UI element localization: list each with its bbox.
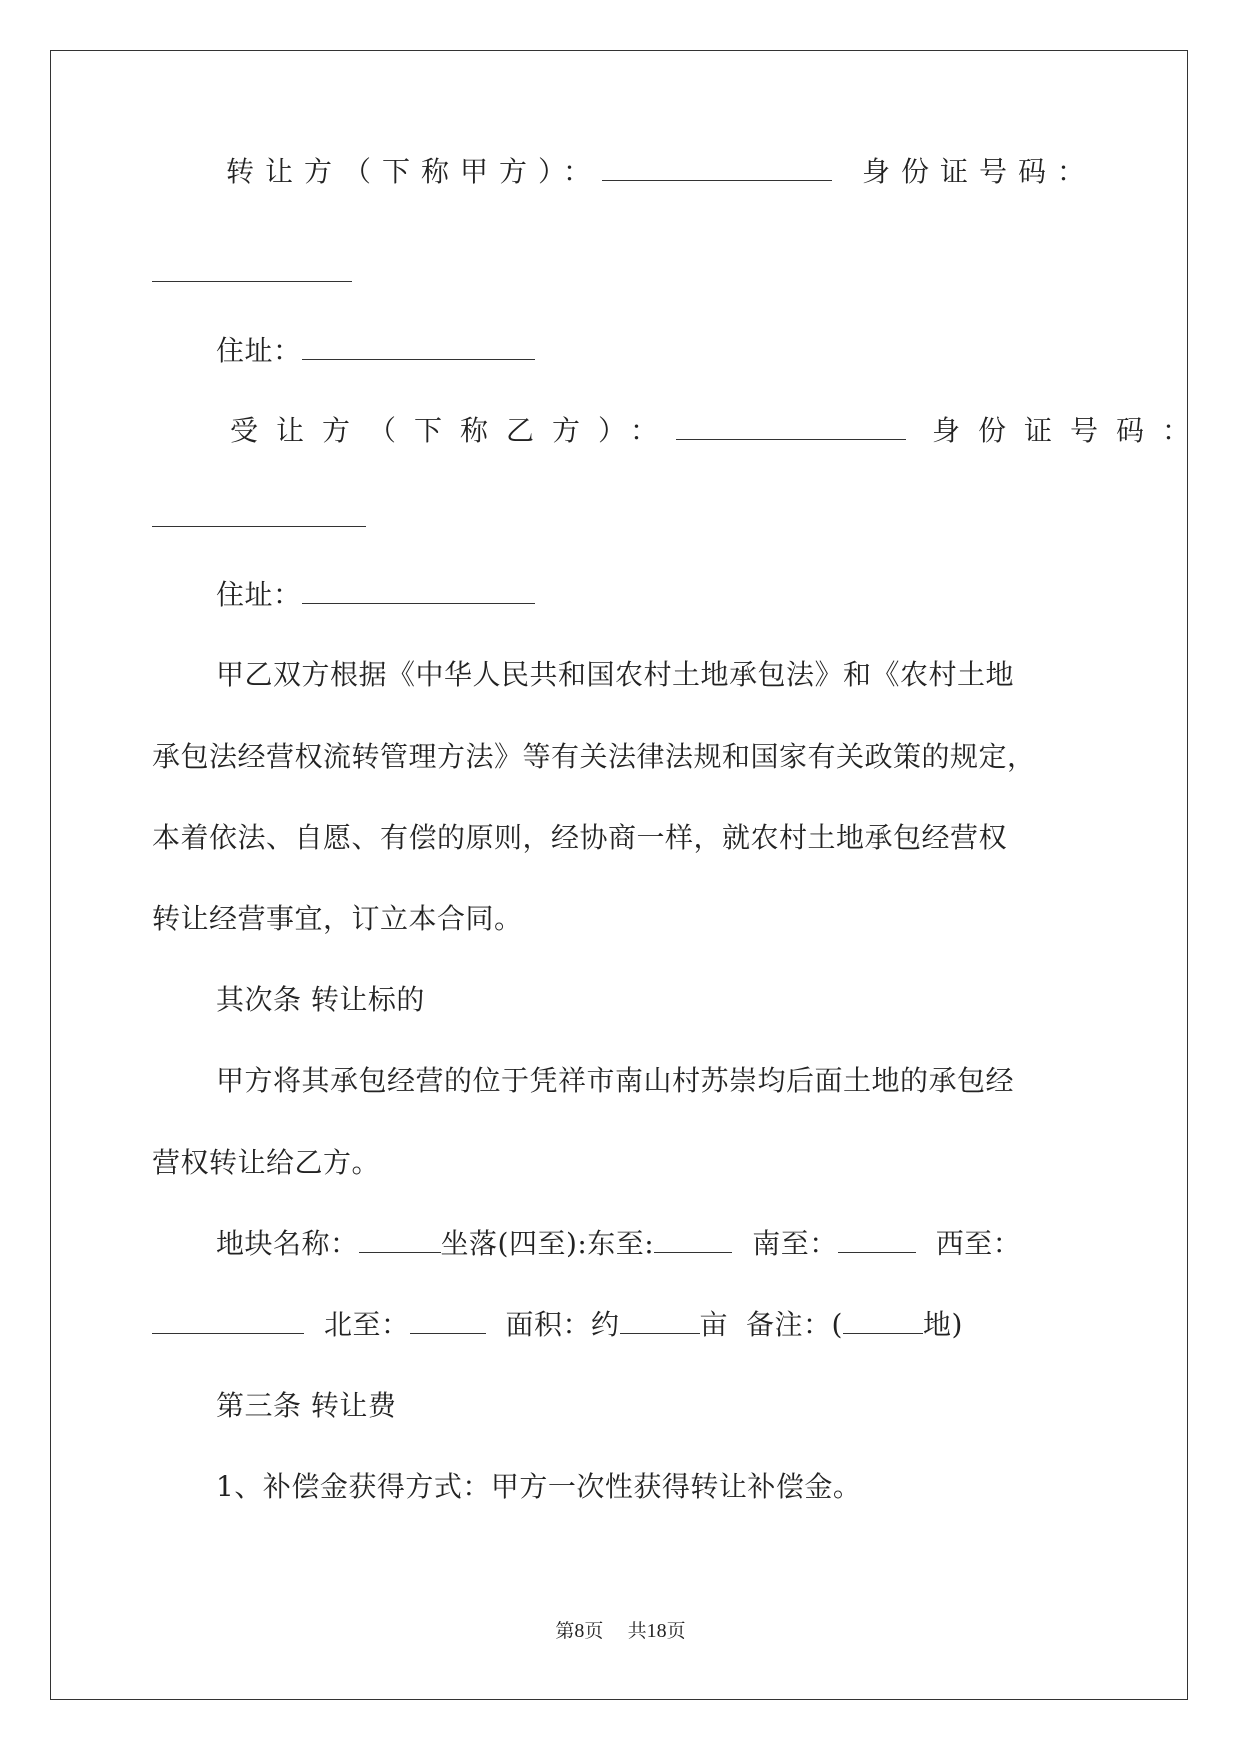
party-b-label: 受让方（下称乙方）： bbox=[230, 414, 677, 447]
location-label: 坐落(四至):东至: bbox=[440, 1227, 655, 1260]
party-a-address-line bbox=[216, 334, 535, 368]
area-blank[interactable] bbox=[620, 1309, 700, 1334]
article2-text-line-2: 营权转让给乙方。 bbox=[152, 1146, 381, 1179]
party-a-name-blank[interactable] bbox=[602, 156, 832, 181]
east-blank[interactable] bbox=[654, 1228, 732, 1253]
page-border bbox=[50, 50, 1188, 1700]
preamble-line-3: 本着依法、自愿、有偿的原则，经协商一样，就农村土地承包经营权 bbox=[152, 821, 1008, 854]
page-total: 18 bbox=[646, 1620, 667, 1642]
party-b-id-label: 身份证号码： bbox=[932, 414, 1209, 447]
party-a-address-blank[interactable] bbox=[302, 335, 535, 360]
south-label: 南至： bbox=[752, 1227, 838, 1260]
preamble-line-4: 转让经营事宜，订立本合同。 bbox=[152, 902, 523, 935]
plot-info-line-1 bbox=[216, 1227, 1021, 1261]
party-a-address-label: 住址： bbox=[216, 334, 302, 367]
west-blank[interactable] bbox=[152, 1309, 304, 1334]
note-label: 备注：( bbox=[746, 1308, 843, 1341]
plot-info-line-2 bbox=[152, 1308, 963, 1342]
article2-text-line-1: 甲方将其承包经营的位于凭祥市南山村苏崇均后面土地的承包经 bbox=[216, 1064, 1015, 1097]
page-number bbox=[0, 1616, 1241, 1643]
north-blank[interactable] bbox=[410, 1309, 486, 1334]
page-current: 8 bbox=[574, 1620, 585, 1642]
party-b-address-blank[interactable] bbox=[302, 579, 535, 604]
area-label: 面积：约 bbox=[505, 1308, 620, 1341]
article2-title: 其次条 转让标的 bbox=[216, 983, 425, 1016]
party-a-id-blank[interactable] bbox=[152, 281, 352, 282]
party-b-name-blank[interactable] bbox=[676, 415, 906, 440]
note-suffix: 地) bbox=[922, 1308, 963, 1341]
article3-item-1: 1、补偿金获得方式：甲方一次性获得转让补偿金。 bbox=[216, 1470, 862, 1503]
page-suffix: 页 bbox=[666, 1620, 686, 1642]
plot-name-blank[interactable] bbox=[359, 1228, 441, 1253]
preamble-line-2: 承包法经营权流转管理方法》等有关法律法规和国家有关政策的规定， bbox=[152, 740, 1036, 773]
plot-name-label: 地块名称： bbox=[216, 1227, 359, 1260]
north-label: 北至： bbox=[324, 1308, 410, 1341]
preamble-line-1: 甲乙双方根据《中华人民共和国农村土地承包法》和《农村土地 bbox=[216, 658, 1015, 691]
party-b-line bbox=[230, 414, 1208, 448]
west-label: 西至： bbox=[935, 1227, 1022, 1260]
area-unit: 亩 bbox=[699, 1308, 729, 1341]
page-prefix: 第 bbox=[555, 1620, 575, 1642]
party-a-line bbox=[226, 155, 1096, 189]
party-a-label: 转让方（下称甲方）： bbox=[226, 155, 603, 188]
party-b-address-line bbox=[216, 578, 535, 612]
party-b-address-label: 住址： bbox=[216, 578, 302, 611]
party-b-id-blank[interactable] bbox=[152, 526, 366, 527]
note-blank[interactable] bbox=[843, 1309, 923, 1334]
party-a-id-label: 身份证号码： bbox=[862, 155, 1097, 188]
page-middle: 页 共 bbox=[584, 1620, 647, 1642]
south-blank[interactable] bbox=[838, 1228, 916, 1253]
article3-title: 第三条 转让费 bbox=[216, 1389, 397, 1422]
